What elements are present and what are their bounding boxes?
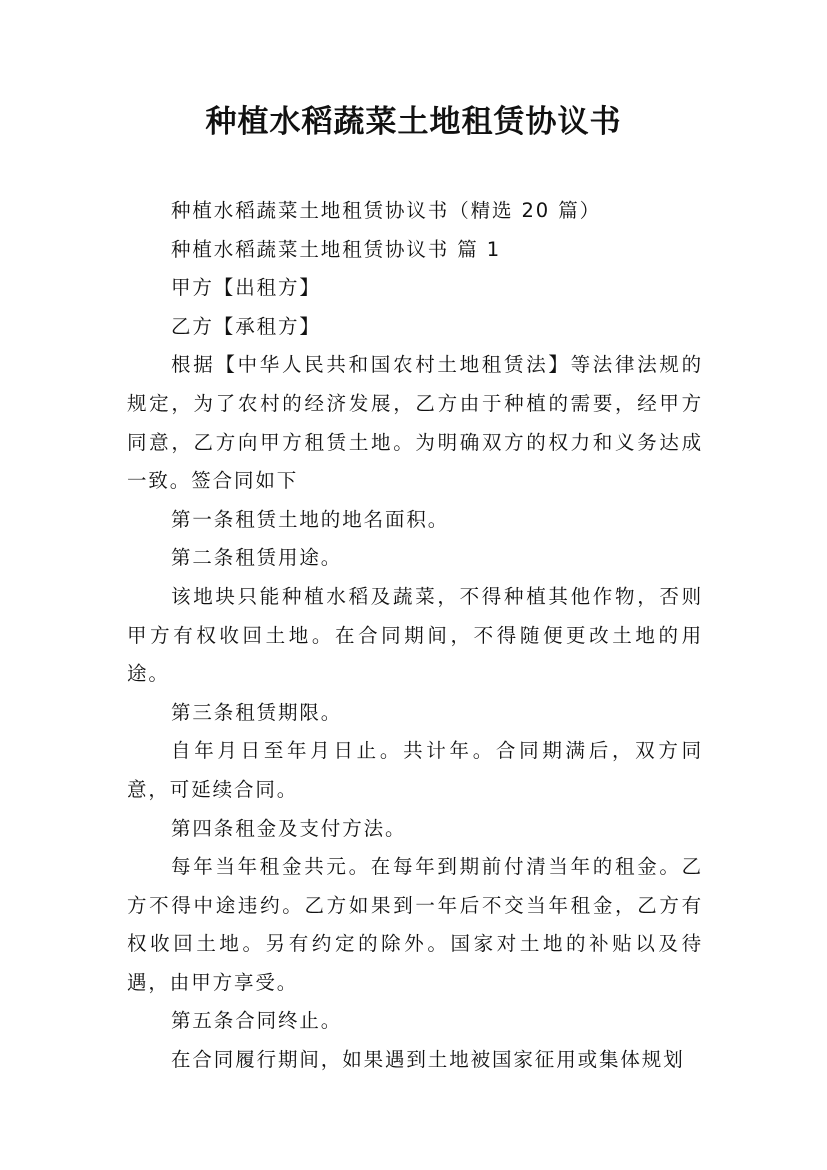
paragraph-party-a: 甲方【出租方】 — [171, 276, 321, 300]
paragraph-article-5-text: 在合同履行期间，如果遇到土地被国家征用或集体规划 — [171, 1048, 685, 1072]
paragraph-article-5: 第五条合同终止。 — [171, 1009, 343, 1033]
paragraph-article-1: 第一条租赁土地的地名面积。 — [171, 507, 450, 531]
paragraph-article-3-text: 自年月日至年月日止。共计年。合同期满后，双方同意，可延续合同。 — [127, 739, 703, 801]
paragraph-heading-part-1: 种植水稻蔬菜土地租赁协议书 篇 1 — [171, 237, 502, 261]
document-body — [127, 192, 703, 1080]
paragraph-article-4: 第四条租金及支付方法。 — [171, 816, 407, 840]
paragraph-article-2-text: 该地块只能种植水稻及蔬菜，不得种植其他作物，否则甲方有权收回土地。在合同期间，不得随便更改土地的用途。 — [127, 584, 703, 686]
paragraph-party-b: 乙方【承租方】 — [171, 314, 321, 338]
document-title: 种植水稻蔬菜土地租赁协议书 — [205, 104, 622, 140]
paragraph-article-2: 第二条租赁用途。 — [171, 546, 343, 570]
paragraph-article-3: 第三条租赁期限。 — [171, 700, 343, 724]
paragraph-heading-collection: 种植水稻蔬菜土地租赁协议书（精选 20 篇） — [171, 199, 602, 222]
paragraph-article-4-text: 每年当年租金共元。在每年到期前付清当年的租金。乙方不得中途违约。乙方如果到一年后不交当年租金，乙方有权收回土地。另有约定的除外。国家对土地的补贴以及待遇，由甲方享受。 — [127, 855, 703, 994]
paragraph-preamble: 根据【中华人民共和国农村土地租赁法】等法律法规的规定，为了农村的经济发展，乙方由于种植的需要，经甲方同意，乙方向甲方租赁土地。为明确双方的权力和义务达成一致。签合同如下 — [127, 353, 703, 493]
